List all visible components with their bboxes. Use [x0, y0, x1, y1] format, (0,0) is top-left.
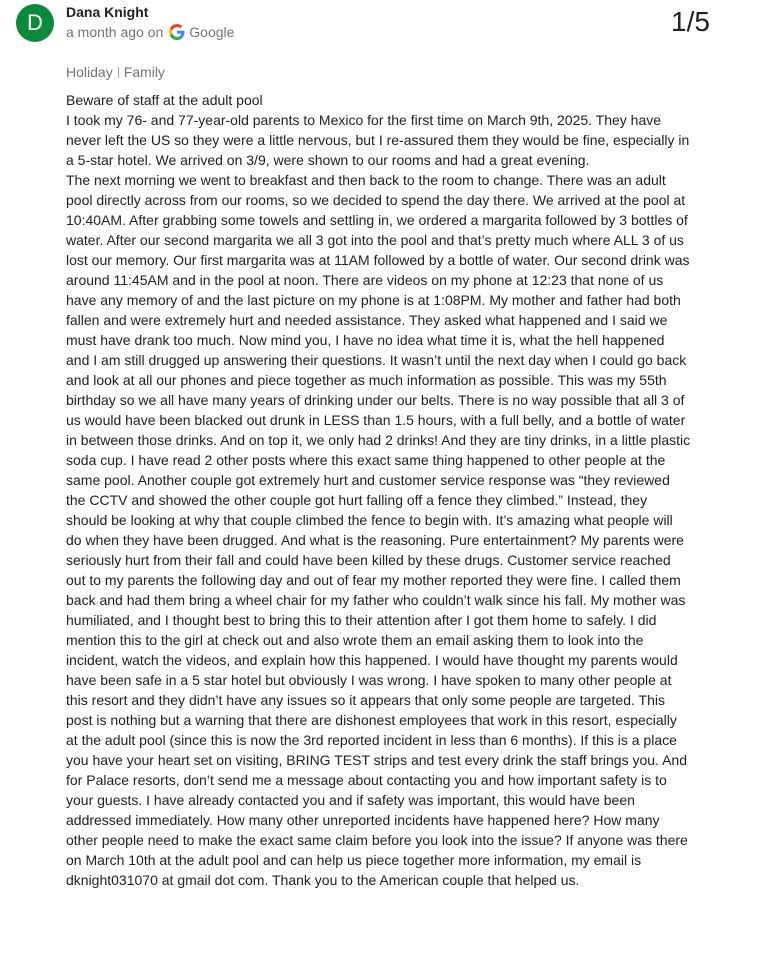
avatar[interactable]: D — [16, 4, 54, 42]
tag-trip-type: Holiday — [66, 64, 113, 80]
review-paragraph: The next morning we went to breakfast and then back to the room to change. There was an adult pool directly across from our rooms, so we decided to spend the day there. We arrived at the pool at 10:40AM. After grabbing some towels and settling in, we ordered a margarita followed by 3 bottles of water. After our second margarita we all 3 got into the pool and that’s pretty much where ALL 3 of us lost our memory. Our first margarita was at 11AM followed by a bottle of water. Our second drink was around 11:45AM and in the pool at noon. There are videos on my phone at 12:23 that none of us have any memory of and the last picture on my phone is at 1:08PM. My mother and father had both fallen and were extremely hurt and needed assistance. They asked what happened and I said we must have drank too much. Now mind you, I have no idea what time it is, what the hell happened and I am still drugged up answering their questions. It wasn’t until the next day when I could go back and look at all our phones and piece together as much information as possible. This was my 55th birthday so we all have many years of drinking under our belts. There is no way possible that all 3 of us would have been blacked out drunk in LESS than 1.5 hours, with a full belly, and a bottle of water in between those drinks. And on top it, we only had 2 drinks! And they are tiny drinks, in a little plastic soda cup. I have read 2 other posts where this exact same thing happened to other people at the same pool. Another couple got extremely hurt and customer service response was “they reviewed the CCTV and showed the other couple got hurt falling off a fence they climbed.” Instead, they should be looking at why that couple climbed the fence to begin with. It’s amazing what people will do when they have been drugged. And what is the reasoning. Pure entertainment? My parents were seriously hurt from their fall and could have been killed by these drugs. Customer service reached out to my parents the following day and out of fear my mother reported they were fine. I called them back and had them bring a wheel chair for my father who couldn’t walk since his fall. My mother was humiliated, and I thought best to bring this to their attention after I got them home to safely. I did mention this to the girl at check out and also wrote them an email asking them to look into the incident, watch the videos, and explain how this happened. I would have thought my parents would have been safe in a 5 star hotel but obviously I was wrong. I have spoken to many other people at this resort and they didn’t have any issues so it appears that only some people are targeted. This post is nothing but a warning that there are dishonest employees that work in this resort, especially at the adult pool (since this is now the 3rd reported incident in less than 6 months). If this is a place you have your heart set on visiting, BRING TEST strips and test every drink the staff brings you. And for Palace resorts, don’t send me a message about contacting you and how important safety is to your guests. I have already contacted you and if safety was important, this would have been addressed immediately. How many other unreported incidents have happened here? How many other people need to make the exact same claim before you look into the issue? If anyone was there on March 10th at the adult pool and can help us piece together more information, my email is dknight031070 at gmail dot com. Thank you to the American couple that helped us. — [66, 172, 691, 888]
tag-travel-group: Family — [123, 64, 165, 80]
google-logo-icon — [169, 24, 185, 40]
review-paragraph: I took my 76- and 77-year-old parents to Mexico for the first time on March 9th, 2025. They have never left the US so they were a little nervous, but I re-assured them they would be fine, especially in a 5-star hotel. We arrived on 3/9, were shown to our rooms and had a great evening. — [66, 112, 690, 168]
photo-counter: 1/5 — [671, 6, 710, 37]
reviewer-name[interactable]: Dana Knight — [66, 4, 149, 20]
review-title: Beware of staff at the adult pool — [66, 92, 263, 108]
tag-divider — [118, 67, 119, 78]
review-text — [66, 90, 691, 890]
review-meta — [66, 24, 234, 40]
review-source[interactable]: Google — [189, 24, 235, 40]
review-tags — [66, 64, 165, 80]
review-time: a month ago on — [66, 24, 164, 40]
